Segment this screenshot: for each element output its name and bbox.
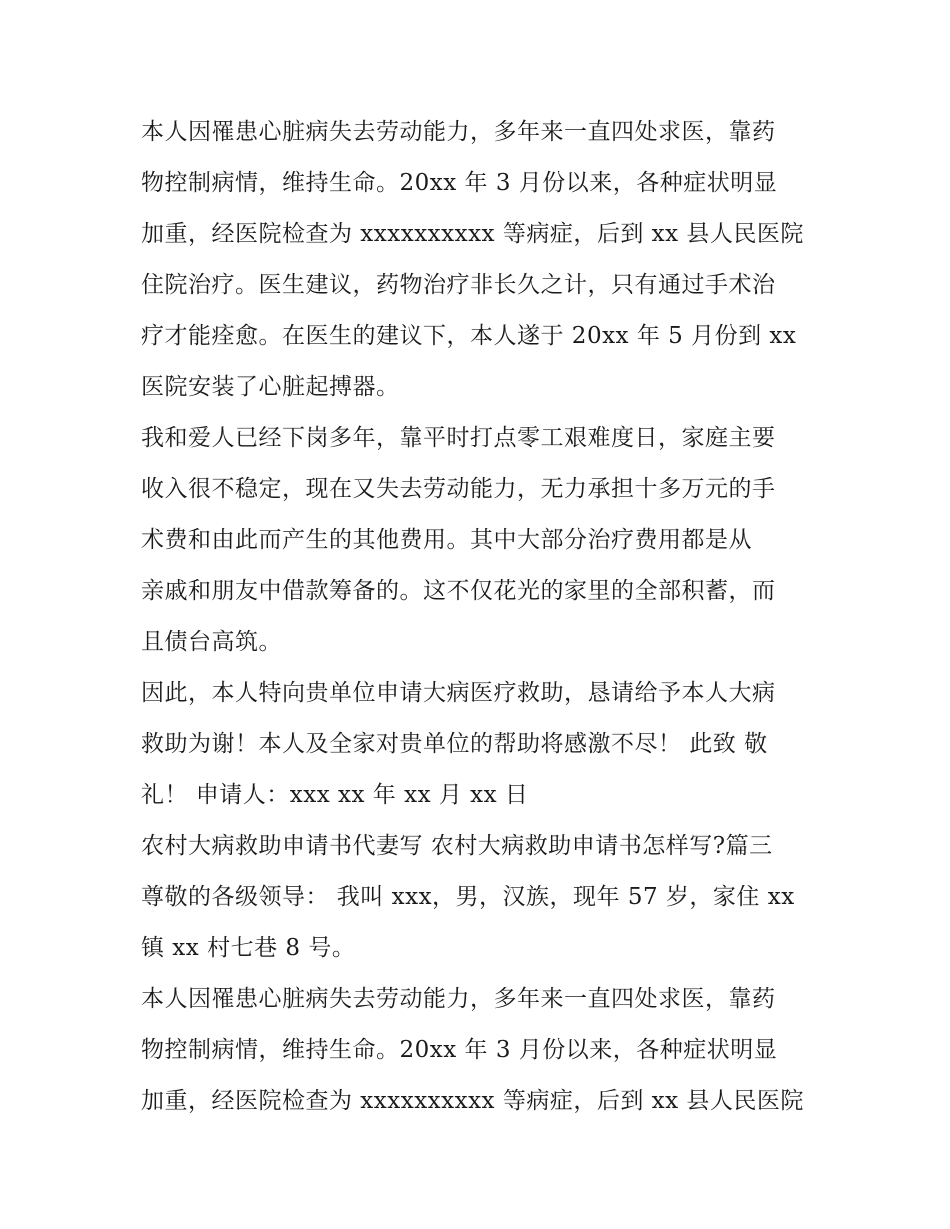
text-line: 且债台高筑。 (141, 629, 282, 655)
text-line: 医院安装了心脏起搏器。 (141, 374, 400, 400)
text-line: 物控制病情，维持生命。20xx 年 3 月份以来，各种症状明显 (141, 1037, 778, 1063)
text-line: 亲戚和朋友中借款筹备的。这不仅花光的家里的全部积蓄，而 (141, 578, 776, 604)
document-body (141, 107, 821, 1127)
text-line: 物控制病情，维持生命。20xx 年 3 月份以来，各种症状明显 (141, 170, 778, 196)
text-line: 尊敬的各级领导： 我叫 xxx，男，汉族，现年 57 岁，家住 xx (141, 884, 795, 910)
text-line: 救助为谢！本人及全家对贵单位的帮助将感激不尽！ 此致 敬 (141, 731, 768, 757)
text-line: 加重，经医院检查为 xxxxxxxxxx 等病症，后到 xx 县人民医院 (141, 221, 804, 247)
text-line: 本人因罹患心脏病失去劳动能力，多年来一直四处求医，靠药 (141, 119, 776, 145)
text-line: 加重，经医院检查为 xxxxxxxxxx 等病症，后到 xx 县人民医院 (141, 1088, 804, 1114)
text-line: 疗才能痊愈。在医生的建议下，本人遂于 20xx 年 5 月份到 xx (141, 323, 797, 349)
text-line: 住院治疗。医生建议，药物治疗非长久之计，只有通过手术治 (141, 272, 776, 298)
text-line: 我和爱人已经下岗多年，靠平时打点零工艰难度日，家庭主要 (141, 425, 776, 451)
text-line: 因此，本人特向贵单位申请大病医疗救助，恳请给予本人大病 (141, 680, 776, 706)
text-line: 本人因罹患心脏病失去劳动能力，多年来一直四处求医，靠药 (141, 986, 776, 1012)
text-line: 收入很不稳定，现在又失去劳动能力，无力承担十多万元的手 (141, 476, 776, 502)
text-line: 术费和由此而产生的其他费用。其中大部分治疗费用都是从 (141, 527, 752, 553)
text-line: 农村大病救助申请书代妻写 农村大病救助申请书怎样写?篇三 (141, 833, 773, 859)
text-line: 镇 xx 村七巷 8 号。 (141, 935, 356, 961)
text-line: 礼！ 申请人：xxx xx 年 xx 月 xx 日 (141, 782, 529, 808)
